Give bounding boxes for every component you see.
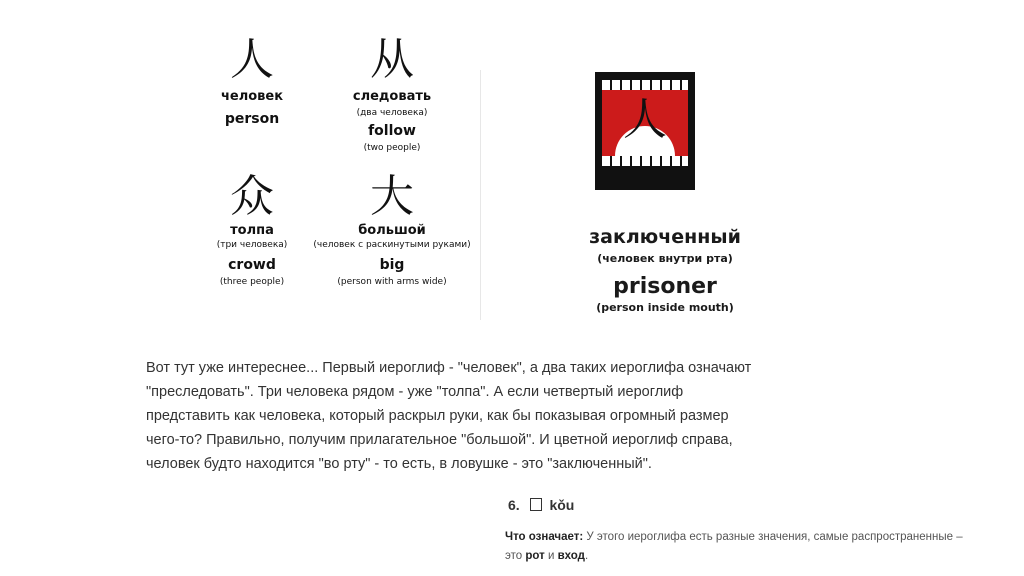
paragraph-line: "преследовать". Три человека рядом - уже "толпа". А если четвертый иероглиф: [146, 384, 684, 400]
prisoner-en-label: prisoner: [613, 274, 717, 299]
paragraph-line: Вот тут уже интереснее... Первый иероглиф - "человек", а два таких иероглифа означают: [146, 360, 752, 376]
prisoner-en-sub: (person inside mouth): [596, 301, 734, 314]
meaning-separator: и: [544, 550, 558, 562]
crowd-ru-sub: (три человека): [216, 240, 288, 250]
person-glyph: 人: [230, 34, 274, 85]
prisoner-ru-label: заключенный: [589, 226, 741, 248]
meaning-line2-prefix: это: [505, 550, 526, 562]
crowd-ru-label: толпа: [230, 223, 274, 238]
item-romanization: kǒu: [549, 497, 575, 513]
meaning-word-mouth: рот: [525, 550, 545, 562]
big-ru-label: большой: [358, 223, 426, 238]
explanation-paragraph: [146, 356, 826, 476]
follow-en-sub: (two people): [363, 143, 421, 153]
follow-ru-label: следовать: [352, 89, 432, 104]
big-en-label: big: [379, 257, 405, 273]
item-number: 6.: [508, 497, 520, 513]
prisoner-glyph: 人: [623, 94, 667, 145]
big-en-sub: (person with arms wide): [337, 277, 447, 287]
prisoner-ru-sub: (человек внутри рта): [597, 252, 733, 265]
meaning-end: .: [584, 550, 589, 562]
big-ru-sub: (человек с раскинутыми руками): [313, 240, 471, 250]
crowd-en-label: crowd: [228, 257, 276, 273]
paragraph-line: представить как человека, который раскрыл руки, как бы показывая огромный размер: [146, 408, 729, 424]
follow-en-label: follow: [368, 123, 416, 139]
big-glyph: 大: [370, 171, 414, 222]
paragraph-line: человек будто находится "во рту" - то есть, в ловушке - это "заключенный".: [146, 456, 652, 472]
crowd-glyph: 众: [230, 171, 274, 222]
paragraph-line: чего-то? Правильно, получим прилагательное "большой". И цветной иероглиф справа,: [146, 432, 733, 448]
missing-glyph-box-icon: [530, 498, 542, 511]
prisoner-mouth-illustration: [595, 72, 695, 190]
figure-divider: [480, 70, 481, 320]
meaning-label: Что означает:: [505, 531, 584, 543]
hieroglyph-figure: [160, 0, 814, 335]
person-ru-label: человек: [220, 89, 284, 104]
follow-ru-sub: (два человека): [356, 108, 428, 118]
meaning-word-entrance: вход: [557, 550, 585, 562]
follow-glyph: 从: [370, 34, 414, 85]
person-en-label: person: [224, 111, 280, 127]
meaning-text: У этого иероглифа есть разные значения, самые распространенные –: [583, 531, 963, 543]
item-heading: [508, 497, 574, 513]
item-meaning: [505, 528, 1000, 566]
crowd-en-sub: (three people): [219, 277, 285, 287]
